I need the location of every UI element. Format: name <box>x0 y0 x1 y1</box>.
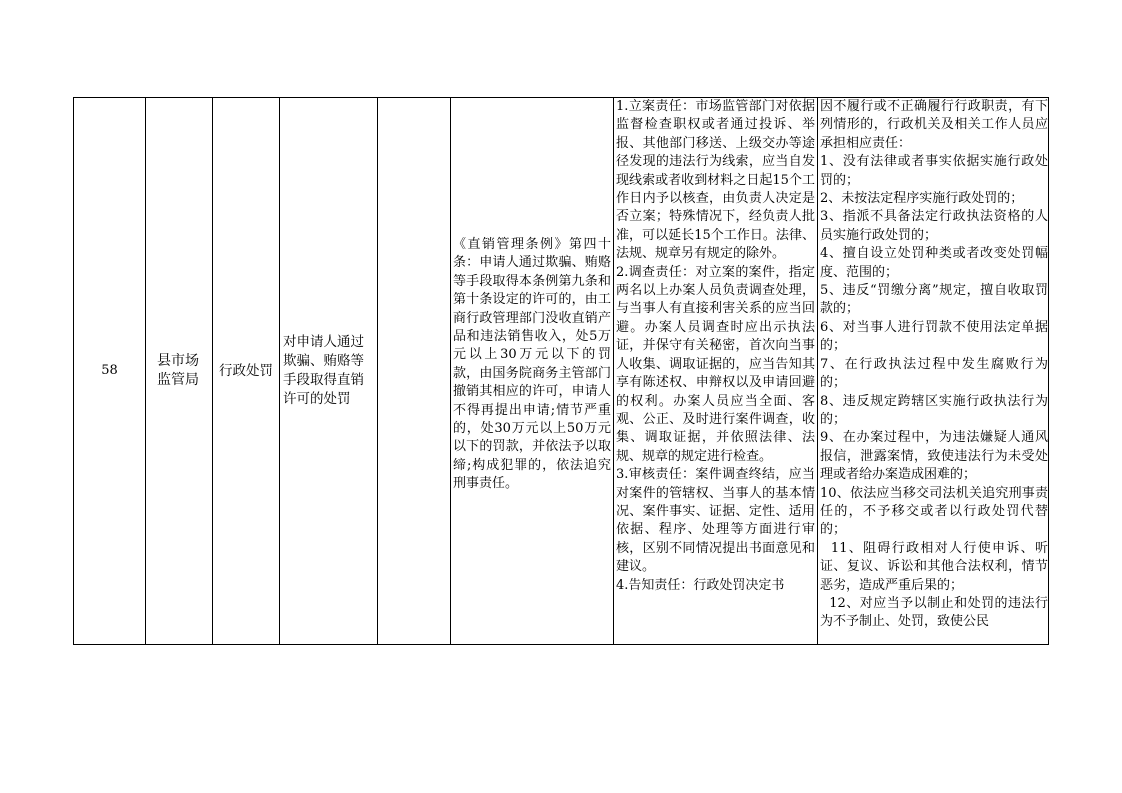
item-name-cell <box>280 98 378 644</box>
category-cell <box>213 98 280 644</box>
legal-basis-text: 《直销管理条例》第四十条：申请人通过欺骗、贿赂等手段取得本条例第九条和第十条设定的许可的，由工商行政管理部门没收直销产品和违法销售收入，处5万元以上30万元以下的罚款，由国务院商务主管部门撤销其相应的许可，申请人不得再提出申请;情节严重的，处30万元以上50万元以下的罚款，并依法予以取缔;构成犯罪的，依法追究刑事责任。 <box>453 237 611 492</box>
responsibilities-text: 1.立案责任：市场监管部门对依据监督检查职权或者通过投诉、举报、其他部门移送、上级交办等途径发现的违法行为线索，应当自发现线索或者收到材料之日起15个工作日内予以核查，由负责人决定是否立案；特殊情况下，经负责人批准，可以延长15个工作日。法律、法规、规章另有规定的除外。 2.调查责任：对立案的案件，指定两名以上办案人员负责调查处理，与当事人有直接利害关系的应当回避。办案人员调查时应出示执法证，并保守有关秘密，首次向当事人收集、调取证据的，应当告知其享有陈述权、申辩权以及申请回避的权利。办案人员应当全面、客观、公正、及时进行案件调查，收集、调取证据，并依照法律、法规、规章的规定进行检查。 3.审核责任：案件调查终结，应当对案件的管辖权、当事人的基本情况、案件事实、证据、定性、适用依据、程序、处理等方面进行审核，区别不同情况提出书面意见和建议。 4.告知责任：行政处罚决定书 <box>616 99 815 593</box>
accountability-text: 因不履行或不正确履行行政职责，有下列情形的，行政机关及相关工作人员应承担相应责任： 1、没有法律或者事实依据实施行政处罚的； 2、未按法定程序实施行政处罚的； 3、指派不具备法定行政执法资格的人员实施行政处罚的； 4、擅自设立处罚种类或者改变处罚幅度、范围的； 5、违反“罚缴分离”规定，擅自收取罚款的； 6、对当事人进行罚款不使用法定单据的； 7、在行政执法过程中发生腐败行为的； 8、违反规定跨辖区实施行政执法行为的； 9、在办案过程中，为违法嫌疑人通风报信，泄露案情，致使违法行为未受处理或者给办案造成困难的； 10、依法应当移交司法机关追究刑事责任的，不予移交或者以行政处罚代替的； 11、阻碍行政相对人行使申诉、听证、复议、诉讼和其他合法权利，情节恶劣，造成严重后果的； 12、对应当予以制止和处罚的违法行为不予制止、处罚，致使公民 <box>820 99 1049 630</box>
row-number: 58 <box>101 362 118 378</box>
category-label: 行政处罚 <box>219 362 273 379</box>
responsibilities-cell <box>614 98 818 644</box>
row-number-cell <box>74 98 146 644</box>
department-cell <box>146 98 213 644</box>
legal-basis-cell <box>451 98 614 644</box>
document-table <box>73 97 1049 645</box>
department-name: 县市场监管局 <box>157 353 199 388</box>
accountability-cell <box>818 98 1049 644</box>
sub-item-cell <box>378 98 451 644</box>
item-name: 对申请人通过欺骗、贿赂等手段取得直销许可的处罚 <box>283 334 364 407</box>
